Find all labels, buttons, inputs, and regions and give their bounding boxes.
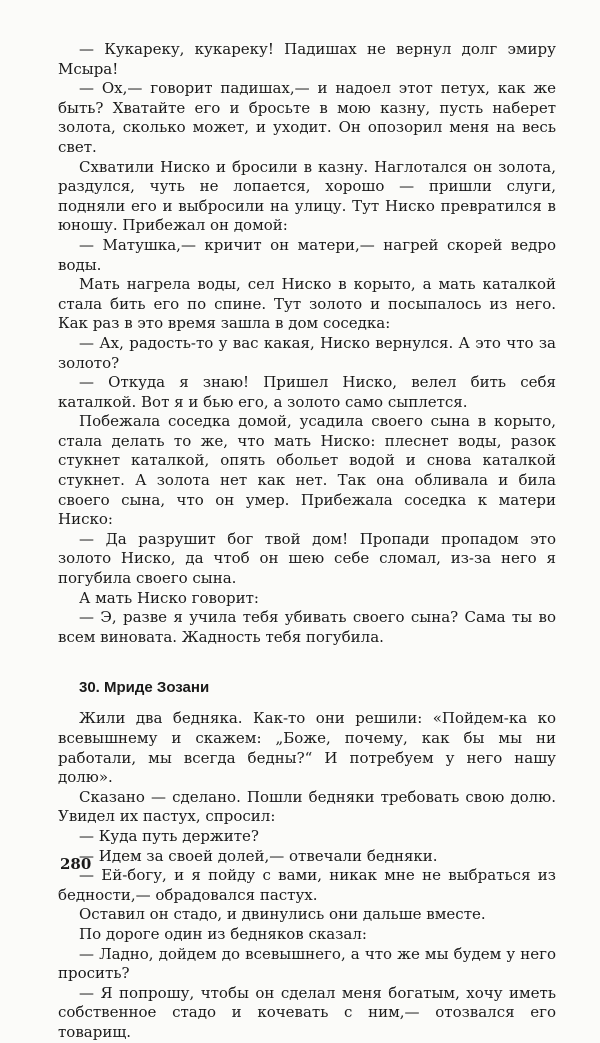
paragraph: — Ладно, дойдем до всевышнего, а что же мы будем у него просить?: [58, 944, 556, 983]
paragraph: — Кукареку, кукареку! Падишах не вернул долг эмиру Мсыра!: [58, 40, 556, 78]
paragraph: — Матушка,— кричит он матери,— нагрей скорей ведро воды.: [58, 235, 556, 274]
page-number: 280: [60, 855, 92, 873]
paragraph: Сказано — сделано. Пошли бедняки требовать свою долю. Увидел их пастух, спросил:: [58, 787, 556, 826]
page-text: [58, 40, 556, 1043]
paragraph: — Ей-богу, и я пойду с вами, никак мне не выбраться из бедности,— обрадовался пастух.: [58, 866, 556, 904]
paragraph: — Куда путь держите?: [79, 826, 259, 845]
paragraph: Побежала соседка домой, усадила своего сына в корыто, стала делать то же, что мать Ниско: плеснет воды, разок стукнет каталкой, опять обольет водой и снова каталкой стукнет. А золота нет как нет. Так она обливала и била своего сына, что он умер. Прибежала соседка к матери Ниско:: [58, 412, 556, 529]
paragraph: — Я попрошу, чтобы он сделал меня богатым, хочу иметь собственное стадо и кочевать с ним,— отозвался его товарищ.: [58, 983, 556, 1041]
section-heading: 30. Мриде Зозани: [79, 679, 210, 697]
paragraph: — Да разрушит бог твой дом! Пропади пропадом это золото Ниско, да чтоб он шею себе сломал, из-за него я погубила своего сына.: [58, 529, 556, 588]
paragraph: Схватили Ниско и бросили в казну. Наглотался он золота, раздулся, чуть не лопается, хорошо — пришли слуги, подняли его и выбросили на улицу. Тут Ниско превратился в юношу. Прибежал он домой:: [58, 157, 556, 235]
paragraph: Жили два бедняка. Как-то они решили: «Пойдем-ка ко всевышнему и скажем: „Боже, почему, как бы мы ни работали, мы всегда бедны?“ И потребуем у него нашу долю».: [58, 709, 556, 787]
paragraph: — Ах, радость-то у вас какая, Ниско вернулся. А это что за золото?: [58, 333, 556, 372]
paragraph: — Э, разве я учила тебя убивать своего сына? Сама ты во всем виновата. Жадность тебя погубила.: [58, 608, 556, 646]
paragraph: — Идем за своей долей,— отвечали бедняки.: [79, 846, 438, 865]
paragraph: Мать нагрела воды, сел Ниско в корыто, а мать каталкой стала бить его по спине. Тут золото и посыпалось из него. Как раз в это время зашла в дом соседка:: [58, 275, 556, 333]
paragraph: Оставил он стадо, и двинулись они дальше вместе.: [79, 905, 486, 924]
paragraph: — Ох,— говорит падишах,— и надоел этот петух, как же быть? Хватайте его и бросьте в мою казну, пусть наберет золота, сколько может, и уходит. Он опозорил меня на весь свет.: [58, 79, 556, 156]
paragraph: — Откуда я знаю! Пришел Ниско, велел бить себя каталкой. Вот я и бью его, а золото само сыплется.: [58, 373, 556, 411]
paragraph: По дороге один из бедняков сказал:: [79, 924, 367, 943]
paragraph: А мать Ниско говорит:: [79, 588, 259, 607]
